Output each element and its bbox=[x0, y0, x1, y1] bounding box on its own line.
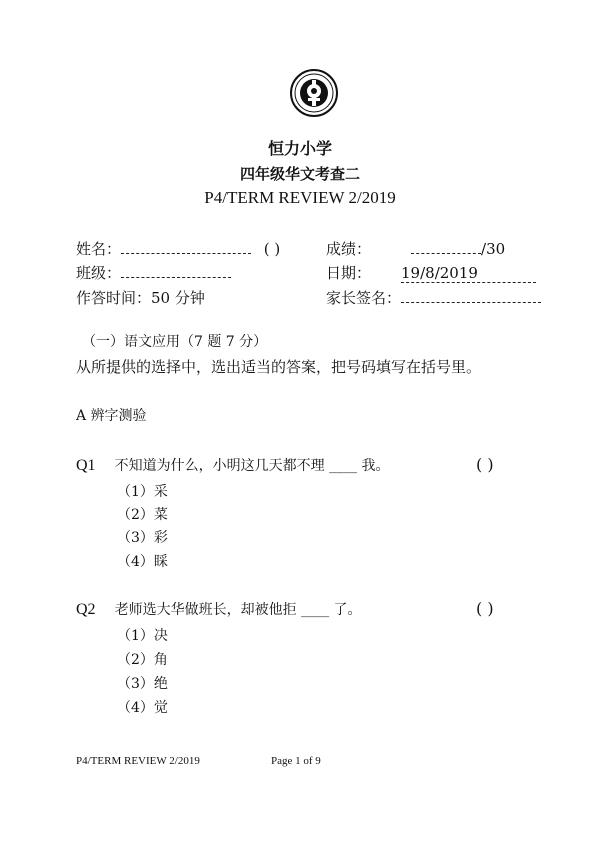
question-text: 老师选大华做班长，却被他拒 ____ 了。 bbox=[114, 602, 362, 618]
name-row bbox=[76, 238, 280, 259]
option: （3）绝 bbox=[117, 676, 168, 692]
score-row bbox=[326, 238, 505, 259]
option: （4）睬 bbox=[117, 554, 168, 570]
option: （1）采 bbox=[117, 484, 168, 500]
question-text: 不知道为什么，小明这几天都不理 ____ 我。 bbox=[114, 458, 390, 474]
score-field[interactable] bbox=[411, 239, 481, 254]
class-field[interactable] bbox=[121, 263, 231, 278]
option: （2）角 bbox=[117, 652, 168, 668]
name-label: 姓名： bbox=[76, 240, 122, 258]
score-label: 成绩： bbox=[326, 240, 372, 258]
class-label: 班级： bbox=[76, 264, 122, 282]
index-paren: ( ) bbox=[263, 240, 281, 258]
exam-subtitle: 四年级华文考查二 bbox=[239, 165, 360, 183]
question-2 bbox=[76, 599, 362, 619]
exam-term-title: P4/TERM REVIEW 2/2019 bbox=[204, 188, 396, 207]
question-number: Q1 bbox=[76, 457, 96, 474]
section-title: （一）语文应用（7 题 7 分） bbox=[82, 334, 268, 350]
page-number: Page 1 of 9 bbox=[271, 755, 321, 767]
parent-sign-field[interactable] bbox=[401, 288, 541, 303]
date-row bbox=[326, 262, 536, 283]
option: （3）彩 bbox=[117, 530, 168, 546]
option: （4）觉 bbox=[117, 700, 168, 716]
answer-paren[interactable]: ( ) bbox=[476, 599, 494, 618]
option: （2）菜 bbox=[117, 507, 168, 523]
school-name: 恒力小学 bbox=[267, 139, 332, 158]
parent-sign-label: 家长签名： bbox=[326, 289, 402, 307]
school-logo bbox=[289, 68, 339, 118]
date-value: 19/8/2019 bbox=[401, 264, 536, 283]
time-label: 作答时间：50 分钟 bbox=[76, 289, 205, 307]
class-row bbox=[76, 262, 231, 283]
option: （1）决 bbox=[117, 628, 168, 644]
question-number: Q2 bbox=[76, 601, 96, 618]
question-1 bbox=[76, 455, 390, 475]
part-a-title: A 辨字测验 bbox=[76, 408, 147, 424]
name-field[interactable] bbox=[121, 239, 251, 254]
date-label: 日期： bbox=[326, 264, 372, 282]
parent-sign-row bbox=[326, 287, 541, 308]
score-total: /30 bbox=[481, 240, 506, 258]
footer-title: P4/TERM REVIEW 2/2019 bbox=[76, 755, 200, 767]
section-instruction: 从所提供的选择中，选出适当的答案，把号码填写在括号里。 bbox=[76, 358, 482, 376]
answer-paren[interactable]: ( ) bbox=[476, 455, 494, 474]
time-row bbox=[76, 287, 205, 308]
